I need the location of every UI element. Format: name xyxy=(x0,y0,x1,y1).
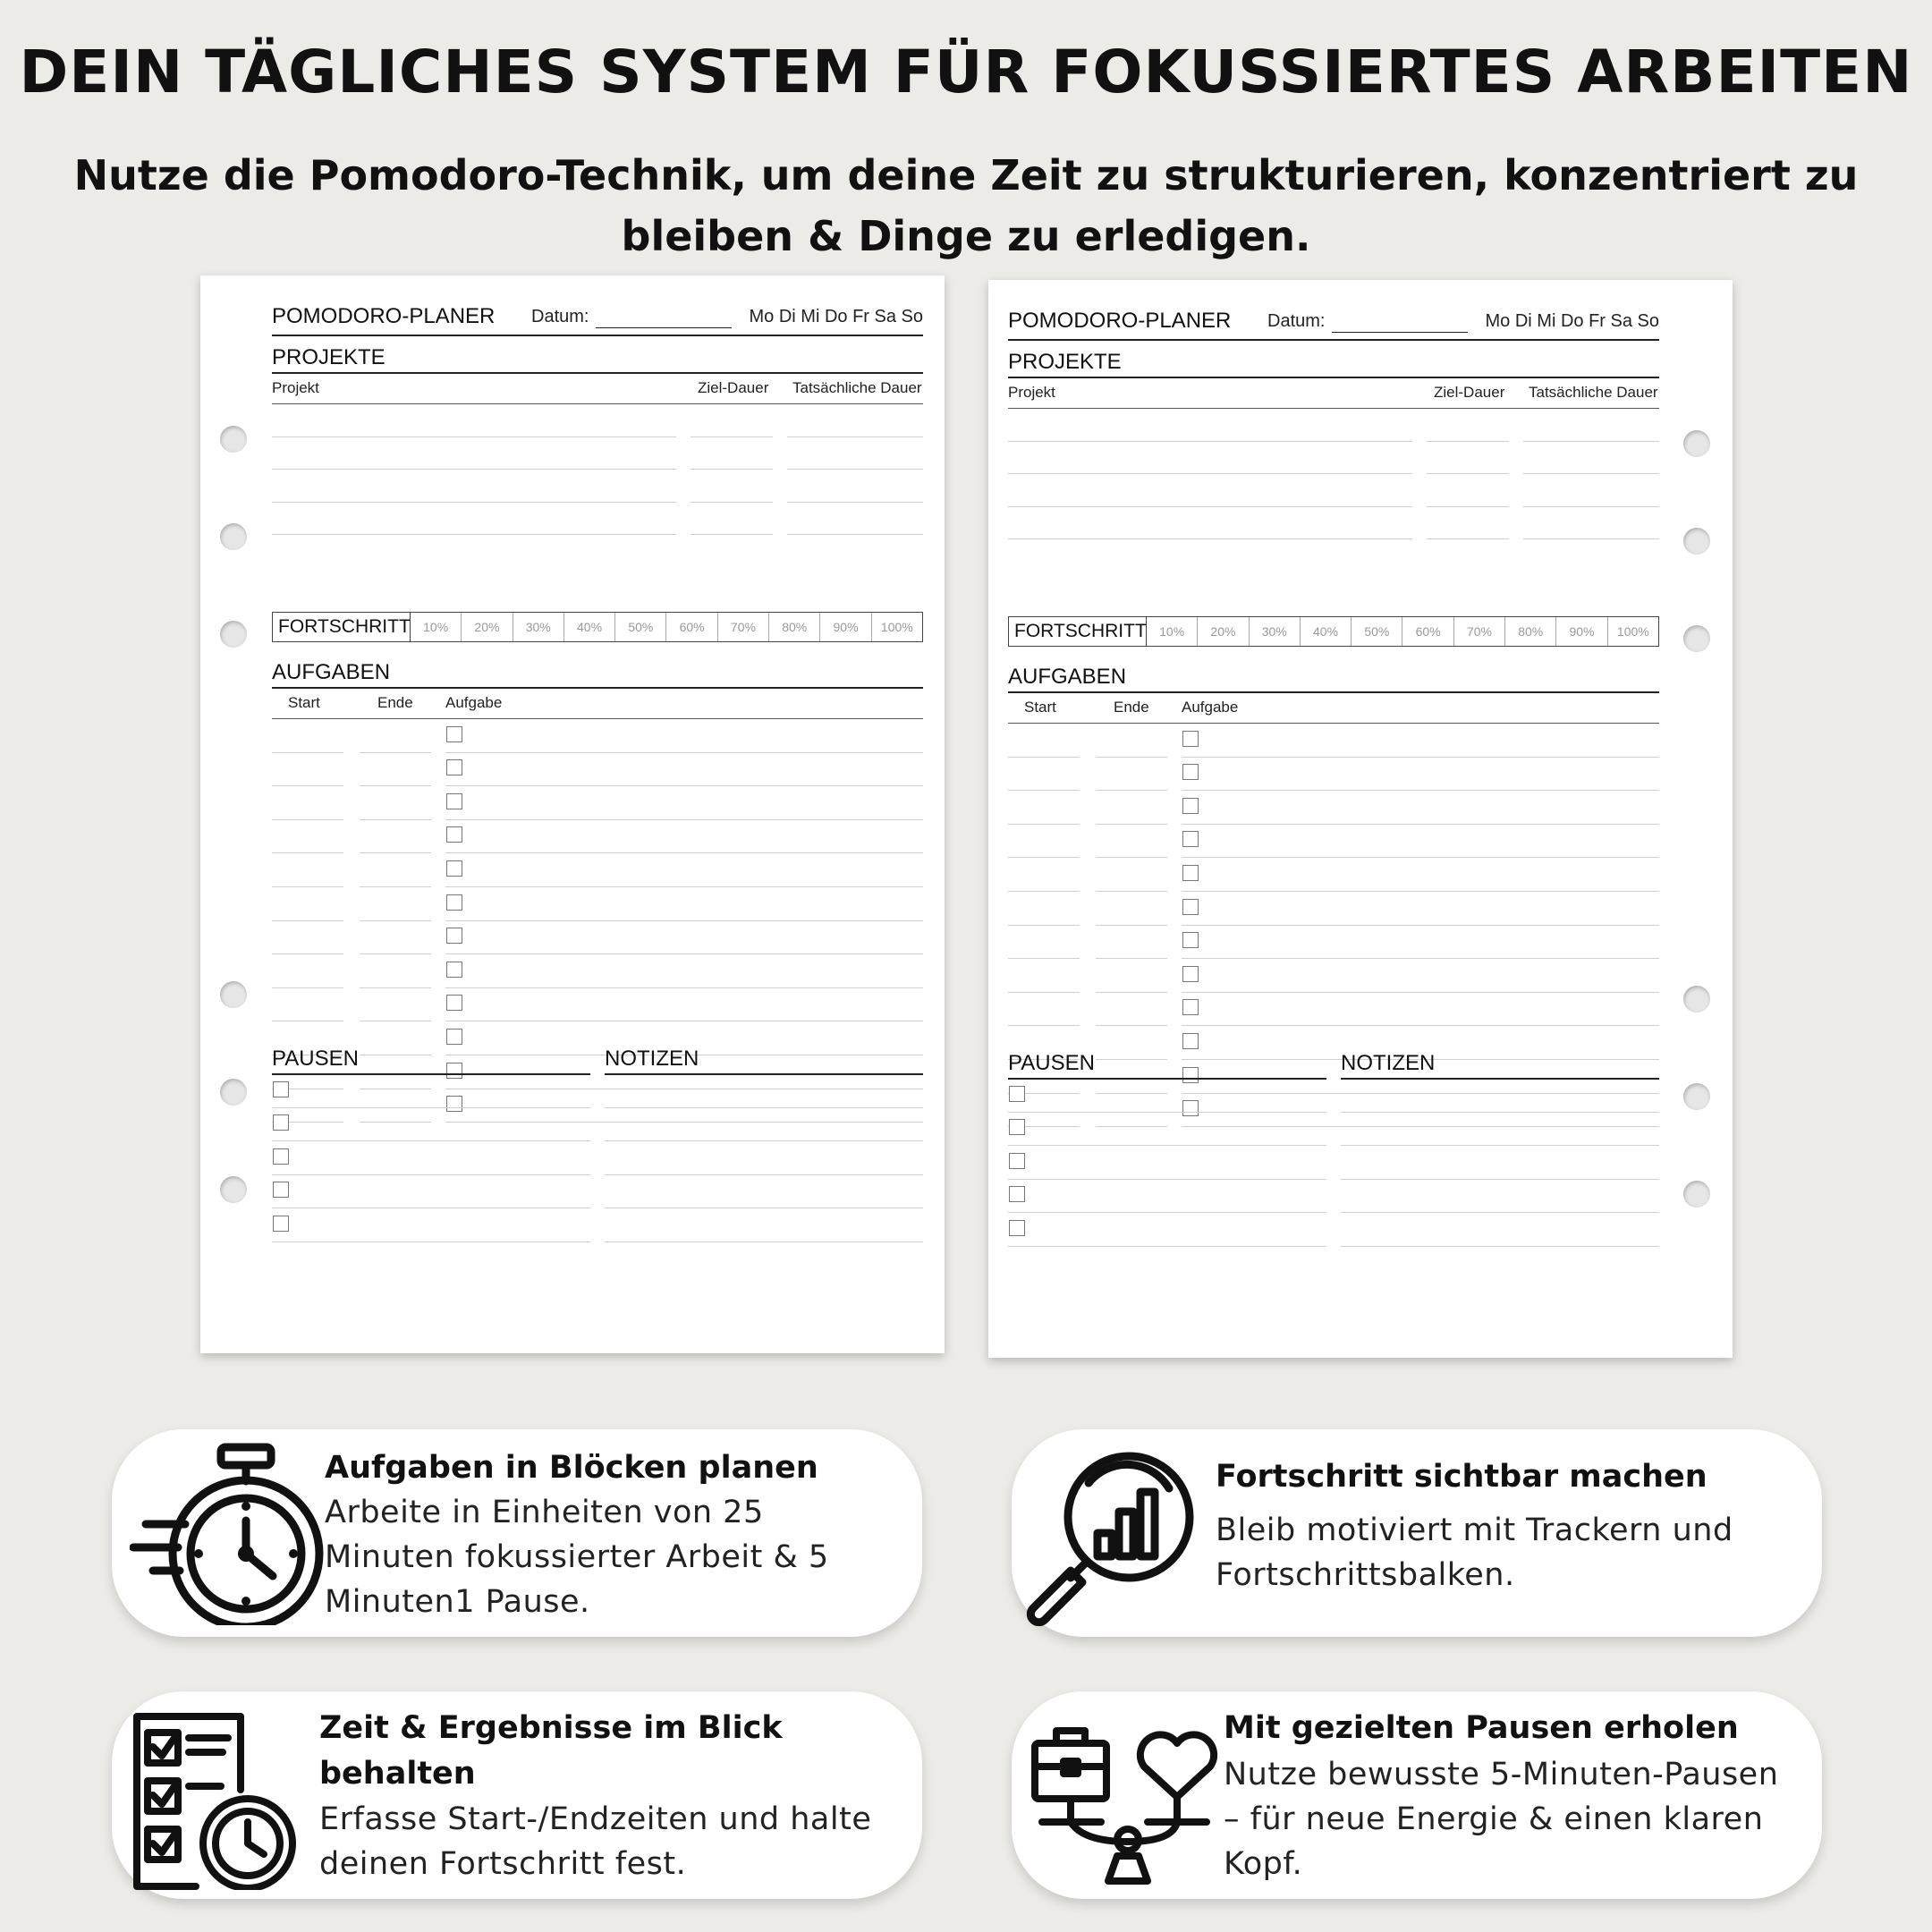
magnifier-chart-icon xyxy=(1026,1447,1205,1626)
end-line xyxy=(1096,824,1167,825)
progress-bar xyxy=(272,612,923,642)
project-line xyxy=(1008,473,1412,474)
punch-hole xyxy=(1683,528,1710,555)
progress-step: 90% xyxy=(820,613,871,641)
section-rule xyxy=(1008,377,1659,378)
task-line xyxy=(1182,1126,1659,1127)
start-line xyxy=(1008,757,1080,758)
progress-bar xyxy=(1008,616,1659,647)
punch-hole xyxy=(220,1079,247,1106)
punch-hole xyxy=(1683,430,1710,457)
end-line xyxy=(360,785,431,786)
feature-body: Erfasse Start-/Endzeiten und halte deinen Fortschritt fest. xyxy=(319,1801,872,1882)
project-line xyxy=(272,469,676,470)
col-project: Projekt xyxy=(1008,384,1055,401)
punch-hole xyxy=(220,426,247,453)
actual-duration-line xyxy=(787,502,923,503)
notes-heading: NOTIZEN xyxy=(1341,1051,1436,1075)
break-checkbox[interactable] xyxy=(273,1148,289,1165)
feature-title: Mit gezielten Pausen erholen xyxy=(1224,1710,1739,1746)
punch-hole xyxy=(1683,1083,1710,1110)
task-line xyxy=(1182,757,1659,758)
start-line xyxy=(272,785,343,786)
break-line xyxy=(1008,1212,1326,1213)
target-duration-line xyxy=(691,436,773,437)
task-checkbox[interactable] xyxy=(446,928,462,944)
header-rule xyxy=(1008,339,1659,341)
end-line xyxy=(1096,1093,1167,1094)
end-line xyxy=(1096,757,1167,758)
end-line xyxy=(360,852,431,853)
target-duration-line xyxy=(1427,441,1509,442)
col-task: Aufgabe xyxy=(445,694,503,711)
progress-label: FORTSCHRITT xyxy=(1009,617,1147,646)
target-duration-line xyxy=(1427,473,1509,474)
col-actual-duration: Tatsächliche Dauer xyxy=(792,379,922,396)
progress-step: 80% xyxy=(1505,617,1556,646)
task-checkbox[interactable] xyxy=(1182,966,1199,982)
task-line xyxy=(1182,958,1659,959)
task-checkbox[interactable] xyxy=(1182,731,1199,747)
task-line xyxy=(1182,1025,1659,1026)
col-target-duration: Ziel-Dauer xyxy=(698,379,769,396)
progress-step: 20% xyxy=(1198,617,1249,646)
project-line xyxy=(272,502,676,503)
break-checkbox[interactable] xyxy=(1009,1086,1025,1102)
feature-card-blocks xyxy=(112,1429,922,1637)
note-line xyxy=(1341,1179,1659,1180)
start-line xyxy=(272,886,343,887)
columns-rule xyxy=(1008,408,1659,409)
actual-duration-line xyxy=(1523,506,1659,507)
target-duration-line xyxy=(691,534,773,535)
start-line xyxy=(272,953,343,954)
break-checkbox[interactable] xyxy=(273,1216,289,1232)
end-line xyxy=(360,752,431,753)
task-checkbox[interactable] xyxy=(446,894,462,911)
actual-duration-line xyxy=(787,469,923,470)
actual-duration-line xyxy=(1523,441,1659,442)
progress-step: 80% xyxy=(769,613,820,641)
task-line xyxy=(1182,790,1659,791)
progress-label: FORTSCHRITT xyxy=(273,613,411,641)
progress-step: 100% xyxy=(1616,624,1649,639)
task-line xyxy=(1182,891,1659,892)
header-rule xyxy=(272,335,923,336)
progress-step: 100% xyxy=(880,620,913,634)
end-line xyxy=(1096,958,1167,959)
task-checkbox[interactable] xyxy=(446,826,462,843)
progress-step: 50% xyxy=(1352,617,1402,646)
start-line xyxy=(272,987,343,988)
punch-hole xyxy=(220,621,247,648)
columns-rule xyxy=(1008,723,1659,724)
task-line xyxy=(1182,925,1659,926)
task-checkbox[interactable] xyxy=(446,1063,462,1079)
actual-duration-line xyxy=(1523,538,1659,539)
break-line xyxy=(272,1241,590,1242)
tasks-heading: AUFGABEN xyxy=(1008,665,1127,689)
date-label: Datum: xyxy=(1267,311,1326,331)
progress-step: 60% xyxy=(666,613,717,641)
start-line xyxy=(1008,1025,1080,1026)
task-checkbox[interactable] xyxy=(446,1096,462,1112)
progress-step: 20% xyxy=(462,613,513,641)
task-line xyxy=(1182,857,1659,858)
target-duration-line xyxy=(1427,506,1509,507)
note-line xyxy=(605,1174,923,1175)
feature-card-tracking xyxy=(112,1691,922,1899)
task-line xyxy=(445,852,923,853)
task-line xyxy=(445,886,923,887)
task-line xyxy=(1182,992,1659,993)
col-project: Projekt xyxy=(272,379,319,396)
end-line xyxy=(1096,1126,1167,1127)
page-headline: DEIN TÄGLICHES SYSTEM FÜR FOKUSSIERTES ARBEITEN xyxy=(19,38,1913,106)
end-line xyxy=(1096,1025,1167,1026)
task-checkbox[interactable] xyxy=(446,759,462,775)
note-line xyxy=(605,1241,923,1242)
actual-duration-line xyxy=(787,436,923,437)
page-subheadline: Nutze die Pomodoro-Technik, um deine Zeit zu strukturieren, konzentriert zu bleiben & Dinge zu erledigen. xyxy=(73,151,1859,260)
break-checkbox[interactable] xyxy=(1009,1119,1025,1135)
start-line xyxy=(1008,824,1080,825)
target-duration-line xyxy=(691,502,773,503)
feature-body: Nutze bewusste 5-Minuten-Pausen – für neue Energie & einen klaren Kopf. xyxy=(1224,1757,1779,1882)
section-rule xyxy=(605,1073,923,1075)
start-line xyxy=(1008,958,1080,959)
start-line xyxy=(272,819,343,820)
task-checkbox[interactable] xyxy=(1182,798,1199,814)
breaks-heading: PAUSEN xyxy=(272,1046,359,1071)
break-line xyxy=(272,1107,590,1108)
planner-content xyxy=(272,295,923,1333)
end-line xyxy=(1096,857,1167,858)
punch-hole xyxy=(1683,625,1710,652)
task-checkbox[interactable] xyxy=(1182,999,1199,1015)
checklist-clock-icon xyxy=(133,1711,312,1890)
feature-title: Zeit & Ergebnisse im Blick behalten xyxy=(319,1710,783,1792)
task-line xyxy=(1182,824,1659,825)
section-rule xyxy=(1008,1078,1326,1080)
planner-title: POMODORO-PLANER xyxy=(272,304,496,328)
end-line xyxy=(1096,891,1167,892)
break-line xyxy=(1008,1145,1326,1146)
section-rule xyxy=(1008,691,1659,693)
planner-content xyxy=(1008,300,1659,1337)
task-line xyxy=(445,987,923,988)
break-checkbox[interactable] xyxy=(273,1182,289,1198)
task-checkbox[interactable] xyxy=(446,726,462,742)
end-line xyxy=(360,1122,431,1123)
progress-step: 30% xyxy=(513,613,564,641)
punch-hole xyxy=(220,523,247,550)
start-line xyxy=(1008,992,1080,993)
note-line xyxy=(605,1140,923,1141)
break-line xyxy=(272,1140,590,1141)
col-start: Start xyxy=(288,694,320,711)
task-checkbox[interactable] xyxy=(1182,899,1199,915)
punch-hole xyxy=(1683,986,1710,1013)
start-line xyxy=(272,852,343,853)
feature-card-progress xyxy=(1012,1429,1822,1637)
break-checkbox[interactable] xyxy=(273,1114,289,1131)
note-line xyxy=(1341,1112,1659,1113)
col-end: Ende xyxy=(377,694,413,711)
columns-rule xyxy=(272,403,923,404)
stopwatch-icon xyxy=(130,1442,335,1625)
notes-heading: NOTIZEN xyxy=(605,1046,699,1071)
task-checkbox[interactable] xyxy=(1182,764,1199,780)
task-checkbox[interactable] xyxy=(446,962,462,978)
planner-title: POMODORO-PLANER xyxy=(1008,309,1232,333)
feature-title: Aufgaben in Blöcken planen xyxy=(325,1450,818,1486)
work-life-balance-icon xyxy=(1030,1707,1226,1891)
start-line xyxy=(1008,790,1080,791)
task-line xyxy=(445,953,923,954)
date-label: Datum: xyxy=(531,307,589,326)
col-actual-duration: Tatsächliche Dauer xyxy=(1529,384,1658,401)
task-checkbox[interactable] xyxy=(446,793,462,809)
section-rule xyxy=(272,687,923,689)
end-line xyxy=(1096,1059,1167,1060)
breaks-heading: PAUSEN xyxy=(1008,1051,1095,1075)
feature-body: Bleib motiviert mit Trackern und Fortschrittsbalken. xyxy=(1216,1513,1733,1593)
task-line xyxy=(445,785,923,786)
section-rule xyxy=(272,1073,590,1075)
progress-step: 30% xyxy=(1250,617,1301,646)
break-checkbox[interactable] xyxy=(1009,1186,1025,1202)
project-line xyxy=(1008,538,1412,539)
end-line xyxy=(360,987,431,988)
punch-hole xyxy=(220,1176,247,1203)
start-line xyxy=(272,920,343,921)
columns-rule xyxy=(272,718,923,719)
actual-duration-line xyxy=(787,534,923,535)
progress-step: 70% xyxy=(1454,617,1505,646)
weekdays: Mo Di Mi Do Fr Sa So xyxy=(1485,311,1659,331)
progress-step: 10% xyxy=(1147,617,1198,646)
actual-duration-line xyxy=(1523,473,1659,474)
tasks-heading: AUFGABEN xyxy=(272,660,391,684)
target-duration-line xyxy=(1427,538,1509,539)
col-target-duration: Ziel-Dauer xyxy=(1434,384,1505,401)
end-line xyxy=(360,886,431,887)
progress-step: 70% xyxy=(718,613,769,641)
task-checkbox[interactable] xyxy=(446,1029,462,1045)
planner-sheet-left xyxy=(200,275,945,1353)
task-line xyxy=(445,819,923,820)
section-rule xyxy=(1341,1078,1659,1080)
start-line xyxy=(1008,857,1080,858)
punch-hole xyxy=(220,981,247,1008)
progress-step: 50% xyxy=(615,613,666,641)
start-line xyxy=(1008,891,1080,892)
section-rule xyxy=(272,372,923,374)
end-line xyxy=(1096,790,1167,791)
break-line xyxy=(1008,1246,1326,1247)
punch-hole xyxy=(1683,1181,1710,1208)
task-checkbox[interactable] xyxy=(446,860,462,877)
project-line xyxy=(272,436,676,437)
break-line xyxy=(272,1174,590,1175)
weekdays: Mo Di Mi Do Fr Sa So xyxy=(749,307,923,326)
target-duration-line xyxy=(691,469,773,470)
break-checkbox[interactable] xyxy=(273,1081,289,1097)
projects-heading: PROJEKTE xyxy=(1008,350,1122,374)
progress-step: 90% xyxy=(1556,617,1607,646)
progress-step: 40% xyxy=(564,613,615,641)
projects-heading: PROJEKTE xyxy=(272,345,386,369)
task-checkbox[interactable] xyxy=(1182,1033,1199,1049)
break-line xyxy=(1008,1112,1326,1113)
feature-title: Fortschritt sichtbar machen xyxy=(1216,1459,1707,1495)
date-line xyxy=(1332,332,1468,333)
task-line xyxy=(445,752,923,753)
end-line xyxy=(360,953,431,954)
feature-body: Arbeite in Einheiten von 25 Minuten fokussierter Arbeit & 5 Minuten1 Pause. xyxy=(325,1495,829,1620)
progress-step: 60% xyxy=(1402,617,1453,646)
progress-step: 10% xyxy=(411,613,462,641)
task-checkbox[interactable] xyxy=(1182,932,1199,948)
task-checkbox[interactable] xyxy=(1182,1100,1199,1116)
note-line xyxy=(1341,1212,1659,1213)
task-line xyxy=(445,920,923,921)
col-start: Start xyxy=(1024,699,1056,716)
start-line xyxy=(272,752,343,753)
task-checkbox[interactable] xyxy=(1182,865,1199,881)
break-line xyxy=(1008,1179,1326,1180)
note-line xyxy=(1341,1246,1659,1247)
note-line xyxy=(605,1107,923,1108)
end-line xyxy=(360,819,431,820)
end-line xyxy=(1096,992,1167,993)
project-line xyxy=(272,534,676,535)
end-line xyxy=(360,920,431,921)
task-line xyxy=(1182,1093,1659,1094)
task-checkbox[interactable] xyxy=(1182,1067,1199,1083)
project-line xyxy=(1008,441,1412,442)
col-task: Aufgabe xyxy=(1182,699,1239,716)
feature-card-breaks xyxy=(1012,1691,1822,1899)
task-line xyxy=(445,1122,923,1123)
break-checkbox[interactable] xyxy=(1009,1153,1025,1169)
col-end: Ende xyxy=(1114,699,1149,716)
note-line xyxy=(1341,1145,1659,1146)
planner-sheet-right xyxy=(988,280,1733,1358)
project-line xyxy=(1008,506,1412,507)
break-checkbox[interactable] xyxy=(1009,1220,1025,1236)
start-line xyxy=(1008,925,1080,926)
task-checkbox[interactable] xyxy=(1182,831,1199,847)
date-line xyxy=(596,327,732,328)
progress-step: 40% xyxy=(1301,617,1352,646)
task-checkbox[interactable] xyxy=(446,995,462,1011)
end-line xyxy=(1096,925,1167,926)
